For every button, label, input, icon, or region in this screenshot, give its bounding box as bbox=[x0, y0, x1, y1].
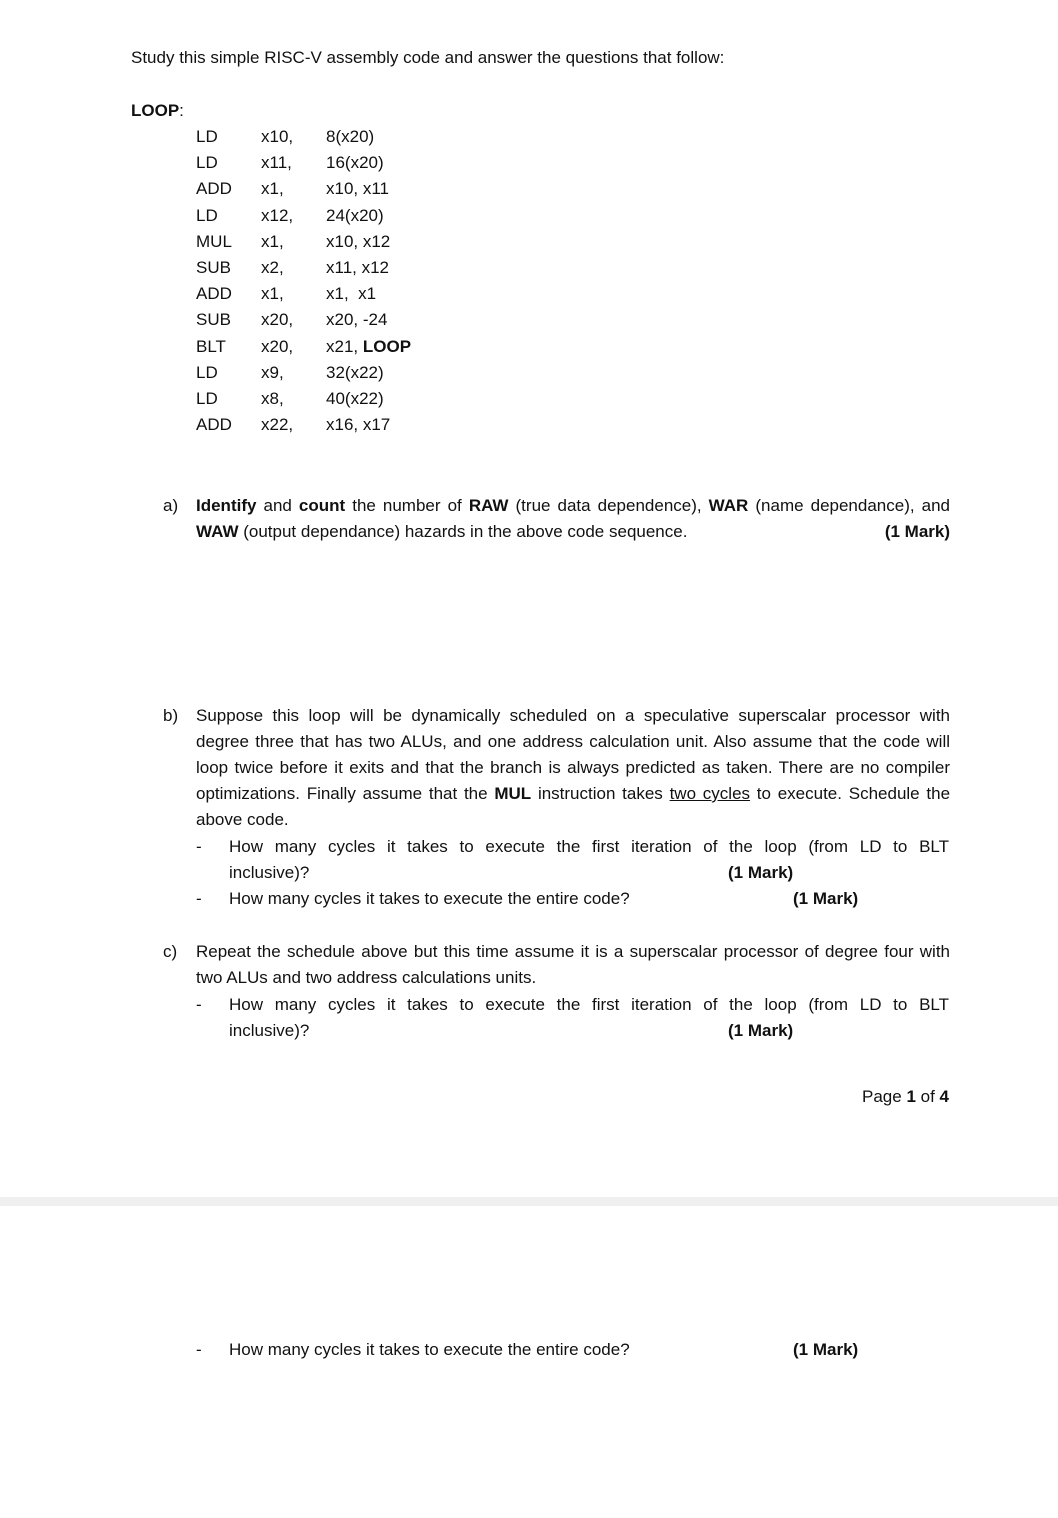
sub-question-text: How many cycles it takes to execute the first iteration of the loop (from LD to BLT inclusive)? bbox=[229, 837, 949, 882]
operands: 16(x20) bbox=[326, 153, 384, 173]
mark-label: (1 Mark) bbox=[793, 889, 859, 908]
dest-register: x10, bbox=[261, 127, 294, 146]
opcode: SUB bbox=[196, 257, 231, 277]
dest-register: x1, bbox=[261, 284, 284, 304]
sub-question-text: How many cycles it takes to execute the entire code? bbox=[229, 1340, 630, 1359]
question-letter: b) bbox=[163, 706, 179, 725]
bullet-dash: - bbox=[196, 837, 202, 856]
operands: x10, x12 bbox=[326, 231, 391, 251]
operands: 8(x20) bbox=[326, 127, 375, 146]
bullet-dash: - bbox=[196, 889, 202, 908]
opcode: MUL bbox=[196, 231, 232, 251]
dest-register: x20, bbox=[261, 310, 294, 330]
loop-label: LOOP: bbox=[131, 101, 184, 120]
opcode: BLT bbox=[196, 336, 226, 356]
question-c-sub-1 bbox=[196, 992, 950, 1044]
operands: x10, x11 bbox=[326, 179, 390, 199]
dest-register: x1, bbox=[261, 179, 284, 199]
question-c bbox=[163, 939, 950, 991]
bullet-dash: - bbox=[196, 1340, 202, 1359]
question-b bbox=[163, 703, 950, 838]
dest-register: x9, bbox=[261, 362, 284, 382]
dest-register: x1, bbox=[261, 231, 284, 251]
operands: x21, LOOP bbox=[326, 336, 412, 356]
dest-register: x8, bbox=[261, 388, 284, 408]
page-number: Page 1 of 4 bbox=[862, 1087, 949, 1106]
operands: x1, x1 bbox=[326, 284, 377, 304]
mark-label: (1 Mark) bbox=[793, 1340, 859, 1359]
dest-register: x2, bbox=[261, 257, 284, 277]
mark-label: (1 Mark) bbox=[728, 863, 794, 882]
opcode: LD bbox=[196, 127, 218, 146]
opcode: ADD bbox=[196, 284, 232, 304]
dest-register: x22, bbox=[261, 415, 294, 435]
sub-question-text: How many cycles it takes to execute the first iteration of the loop (from LD to BLT inclusive)? bbox=[229, 995, 949, 1040]
opcode: ADD bbox=[196, 415, 232, 435]
mark-label: (1 Mark) bbox=[884, 522, 950, 541]
question-letter: c) bbox=[163, 942, 178, 961]
question-letter: a) bbox=[163, 496, 179, 515]
dest-register: x11, bbox=[261, 153, 292, 173]
question-b-sub-1 bbox=[196, 834, 950, 886]
dest-register: x12, bbox=[261, 205, 294, 225]
operands: x11, x12 bbox=[326, 257, 390, 277]
question-text: Identify and count the number of RAW (true data dependence), WAR (name dependance), and WAW (output dependance) hazards in the above code sequence. (1 Mark) bbox=[196, 493, 950, 545]
opcode: LD bbox=[196, 153, 218, 173]
opcode: ADD bbox=[196, 179, 232, 199]
mark-label: (1 Mark) bbox=[728, 1021, 794, 1040]
question-text: Repeat the schedule above but this time assume it is a superscalar processor of degree four with two ALUs and two address calculations units. bbox=[196, 942, 950, 987]
question-c-sub-2 bbox=[196, 1337, 950, 1363]
opcode: SUB bbox=[196, 310, 231, 330]
bullet-dash: - bbox=[196, 995, 202, 1014]
intro-text: Study this simple RISC-V assembly code and answer the questions that follow: bbox=[131, 48, 725, 67]
operands: x16, x17 bbox=[326, 415, 391, 435]
question-b-sub-2 bbox=[196, 886, 950, 912]
page-break-divider bbox=[0, 1197, 1058, 1206]
question-a bbox=[163, 493, 950, 549]
opcode: LD bbox=[196, 388, 218, 408]
opcode: LD bbox=[196, 362, 218, 382]
opcode: LD bbox=[196, 205, 218, 225]
question-text: Suppose this loop will be dynamically scheduled on a speculative superscalar processor with degree three that has two ALUs, and one address calculation unit. Also assume that the code will loop twice before it exits and that the branch is always predicted as taken. There are no compiler optimizations. Finally assume that the MUL instruction takes two cycles to execute. Schedule the above code. bbox=[196, 706, 951, 829]
sub-question-text: How many cycles it takes to execute the entire code? bbox=[229, 889, 630, 908]
operands: x20, -24 bbox=[326, 310, 388, 330]
operands: 24(x20) bbox=[326, 205, 384, 225]
operands: 32(x22) bbox=[326, 362, 384, 382]
operands: 40(x22) bbox=[326, 388, 384, 408]
dest-register: x20, bbox=[261, 336, 294, 356]
